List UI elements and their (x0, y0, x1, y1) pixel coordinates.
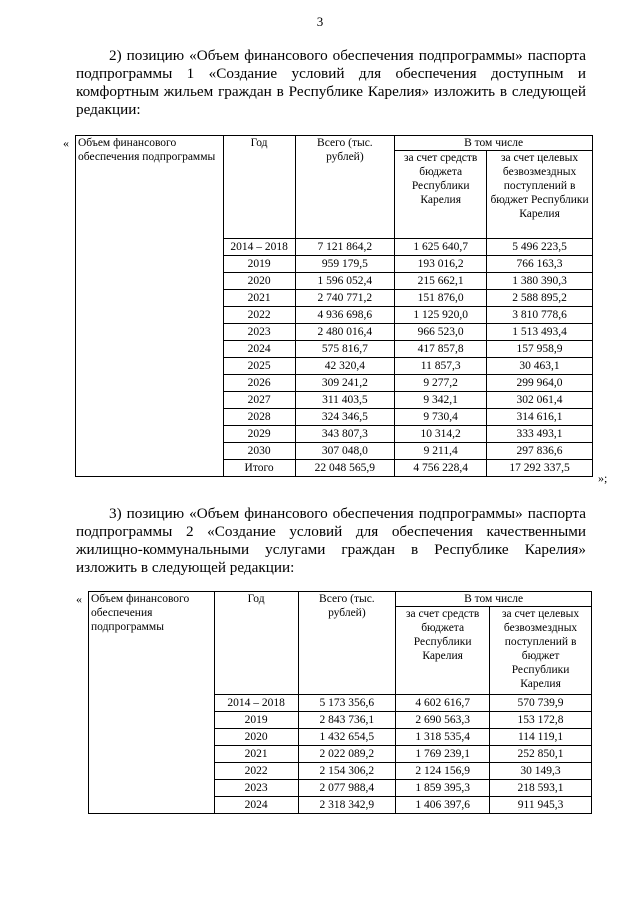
table-row (76, 290, 593, 307)
cell-total: 42 320,4 (295, 358, 395, 375)
table-row (76, 460, 593, 477)
label-cell-blank (76, 290, 224, 307)
cell-year: 2022 (223, 307, 295, 324)
label-cell-blank (76, 256, 224, 273)
cell-grants: 252 850,1 (490, 746, 592, 763)
cell-grants: 218 593,1 (490, 780, 592, 797)
table-row (76, 409, 593, 426)
cell-grants: 30 149,3 (490, 763, 592, 780)
table-row (76, 307, 593, 324)
header-grants: за счет целевых безвозмездных поступлений в бюджет Республики Карелия (487, 151, 593, 239)
table-row (76, 273, 593, 290)
table-row (89, 695, 592, 712)
label-cell-blank (76, 375, 224, 392)
cell-total: 7 121 864,2 (295, 239, 395, 256)
cell-grants: 1 380 390,3 (487, 273, 593, 290)
header-year: Год (214, 592, 298, 695)
cell-budget: 9 730,4 (395, 409, 487, 426)
header-including: В том числе (396, 592, 592, 607)
label-cell-blank (76, 460, 224, 477)
label-cell-blank (76, 392, 224, 409)
cell-grants: 114 119,1 (490, 729, 592, 746)
cell-year: 2019 (214, 712, 298, 729)
cell-budget: 966 523,0 (395, 324, 487, 341)
label-cell-blank (76, 239, 224, 256)
cell-budget: 1 318 535,4 (396, 729, 490, 746)
cell-grants: 766 163,3 (487, 256, 593, 273)
table-row (76, 256, 593, 273)
cell-grants: 302 061,4 (487, 392, 593, 409)
cell-budget: 4 602 616,7 (396, 695, 490, 712)
table-row (89, 746, 592, 763)
label-cell-blank (76, 273, 224, 290)
cell-year: 2025 (223, 358, 295, 375)
cell-budget: 1 625 640,7 (395, 239, 487, 256)
para-line: 2) позицию «Объем финансового обеспечения подпрограммы» паспорта (109, 47, 586, 64)
cell-year: 2014 – 2018 (214, 695, 298, 712)
label-cell-blank (76, 358, 224, 375)
cell-year: 2023 (223, 324, 295, 341)
cell-year: 2021 (214, 746, 298, 763)
cell-budget: 151 876,0 (395, 290, 487, 307)
cell-year: 2023 (214, 780, 298, 797)
cell-grants: 297 836,6 (487, 443, 593, 460)
financing-table-2 (88, 591, 592, 814)
cell-total: 2 318 342,9 (298, 797, 396, 814)
label-cell-blank (89, 746, 215, 763)
cell-year: 2014 – 2018 (223, 239, 295, 256)
cell-total: 1 432 654,5 (298, 729, 396, 746)
table-row (89, 763, 592, 780)
cell-total: 343 807,3 (295, 426, 395, 443)
cell-budget: 1 859 395,3 (396, 780, 490, 797)
cell-grants: 314 616,1 (487, 409, 593, 426)
cell-budget: 10 314,2 (395, 426, 487, 443)
cell-grants: 299 964,0 (487, 375, 593, 392)
cell-budget: 11 857,3 (395, 358, 487, 375)
cell-total: 5 173 356,6 (298, 695, 396, 712)
cell-year: 2022 (214, 763, 298, 780)
para-line: редакции: (76, 101, 141, 118)
header-budget: за счет средств бюджета Республики Карелия (395, 151, 487, 239)
cell-year: 2030 (223, 443, 295, 460)
cell-year: 2024 (214, 797, 298, 814)
table-row (89, 712, 592, 729)
label-cell-blank (76, 443, 224, 460)
label-cell-blank (89, 763, 215, 780)
label-cell-blank (76, 409, 224, 426)
para-line: подпрограммы 2 «Создание условий для обеспечения качественными (76, 523, 586, 540)
cell-budget: 4 756 228,4 (395, 460, 487, 477)
cell-year: 2020 (223, 273, 295, 290)
label-cell-blank (76, 426, 224, 443)
cell-total: 2 022 089,2 (298, 746, 396, 763)
cell-total: 959 179,5 (295, 256, 395, 273)
cell-budget: 2 124 156,9 (396, 763, 490, 780)
header-total: Всего (тыс. рублей) (295, 136, 395, 239)
cell-budget: 215 662,1 (395, 273, 487, 290)
cell-grants: 1 513 493,4 (487, 324, 593, 341)
cell-year: Итого (223, 460, 295, 477)
table2-open-quote: « (76, 592, 82, 606)
header-label: Объем финансового обеспечения подпрограммы (76, 136, 224, 239)
cell-grants: 153 172,8 (490, 712, 592, 729)
header-including: В том числе (395, 136, 593, 151)
section-3-paragraph (76, 505, 586, 577)
header-total: Всего (тыс. рублей) (298, 592, 396, 695)
table-row (89, 729, 592, 746)
table-row (76, 443, 593, 460)
label-cell-blank (89, 797, 215, 814)
cell-total: 575 816,7 (295, 341, 395, 358)
para-line: изложить в следующей редакции: (76, 559, 295, 576)
label-cell-blank (76, 324, 224, 341)
table-row (89, 780, 592, 797)
cell-grants: 2 588 895,2 (487, 290, 593, 307)
cell-total: 22 048 565,9 (295, 460, 395, 477)
cell-grants: 5 496 223,5 (487, 239, 593, 256)
cell-budget: 1 769 239,1 (396, 746, 490, 763)
cell-year: 2021 (223, 290, 295, 307)
cell-grants: 3 810 778,6 (487, 307, 593, 324)
cell-total: 311 403,5 (295, 392, 395, 409)
para-line: комфортным жильем граждан в Республике Карелия» изложить в следующей (76, 83, 586, 100)
table-row (76, 239, 593, 256)
cell-grants: 911 945,3 (490, 797, 592, 814)
page-number: 3 (316, 14, 324, 29)
label-cell-blank (89, 780, 215, 797)
header-budget: за счет средств бюджета Республики Карелия (396, 607, 490, 695)
cell-grants: 17 292 337,5 (487, 460, 593, 477)
cell-budget: 417 857,8 (395, 341, 487, 358)
table-row (89, 797, 592, 814)
cell-year: 2027 (223, 392, 295, 409)
cell-total: 4 936 698,6 (295, 307, 395, 324)
label-cell-blank (76, 307, 224, 324)
label-cell-blank (76, 341, 224, 358)
cell-year: 2024 (223, 341, 295, 358)
table-row (76, 392, 593, 409)
label-cell-blank (89, 695, 215, 712)
label-cell-blank (89, 712, 215, 729)
table-row (76, 375, 593, 392)
cell-total: 2 843 736,1 (298, 712, 396, 729)
cell-year: 2020 (214, 729, 298, 746)
cell-year: 2019 (223, 256, 295, 273)
table-row (76, 324, 593, 341)
table1-open-quote: « (63, 136, 69, 150)
cell-budget: 1 125 920,0 (395, 307, 487, 324)
financing-table-1 (75, 135, 593, 477)
para-line: жилищно-коммунальными услугами граждан в Республике Карелия» (76, 541, 586, 558)
cell-budget: 9 277,2 (395, 375, 487, 392)
cell-total: 2 154 306,2 (298, 763, 396, 780)
cell-total: 307 048,0 (295, 443, 395, 460)
cell-budget: 193 016,2 (395, 256, 487, 273)
cell-year: 2028 (223, 409, 295, 426)
cell-grants: 570 739,9 (490, 695, 592, 712)
cell-total: 324 346,5 (295, 409, 395, 426)
cell-total: 2 480 016,4 (295, 324, 395, 341)
cell-grants: 333 493,1 (487, 426, 593, 443)
cell-total: 2 740 771,2 (295, 290, 395, 307)
header-year: Год (223, 136, 295, 239)
table-row (76, 358, 593, 375)
table1-close-mark: »; (598, 471, 608, 485)
cell-grants: 30 463,1 (487, 358, 593, 375)
cell-total: 1 596 052,4 (295, 273, 395, 290)
cell-year: 2026 (223, 375, 295, 392)
cell-grants: 157 958,9 (487, 341, 593, 358)
section-2-paragraph (76, 47, 586, 119)
header-label: Объем финансового обеспечения подпрограммы (89, 592, 215, 695)
cell-budget: 9 342,1 (395, 392, 487, 409)
cell-total: 2 077 988,4 (298, 780, 396, 797)
cell-budget: 1 406 397,6 (396, 797, 490, 814)
table-row (76, 341, 593, 358)
label-cell-blank (89, 729, 215, 746)
table-row (76, 426, 593, 443)
cell-year: 2029 (223, 426, 295, 443)
cell-budget: 2 690 563,3 (396, 712, 490, 729)
cell-budget: 9 211,4 (395, 443, 487, 460)
para-line: подпрограммы 1 «Создание условий для обеспечения доступным и (76, 65, 586, 82)
cell-total: 309 241,2 (295, 375, 395, 392)
para-line: 3) позицию «Объем финансового обеспечения подпрограммы» паспорта (109, 505, 586, 522)
header-grants: за счет целевых безвозмездных поступлений в бюджет Республики Карелия (490, 607, 592, 695)
